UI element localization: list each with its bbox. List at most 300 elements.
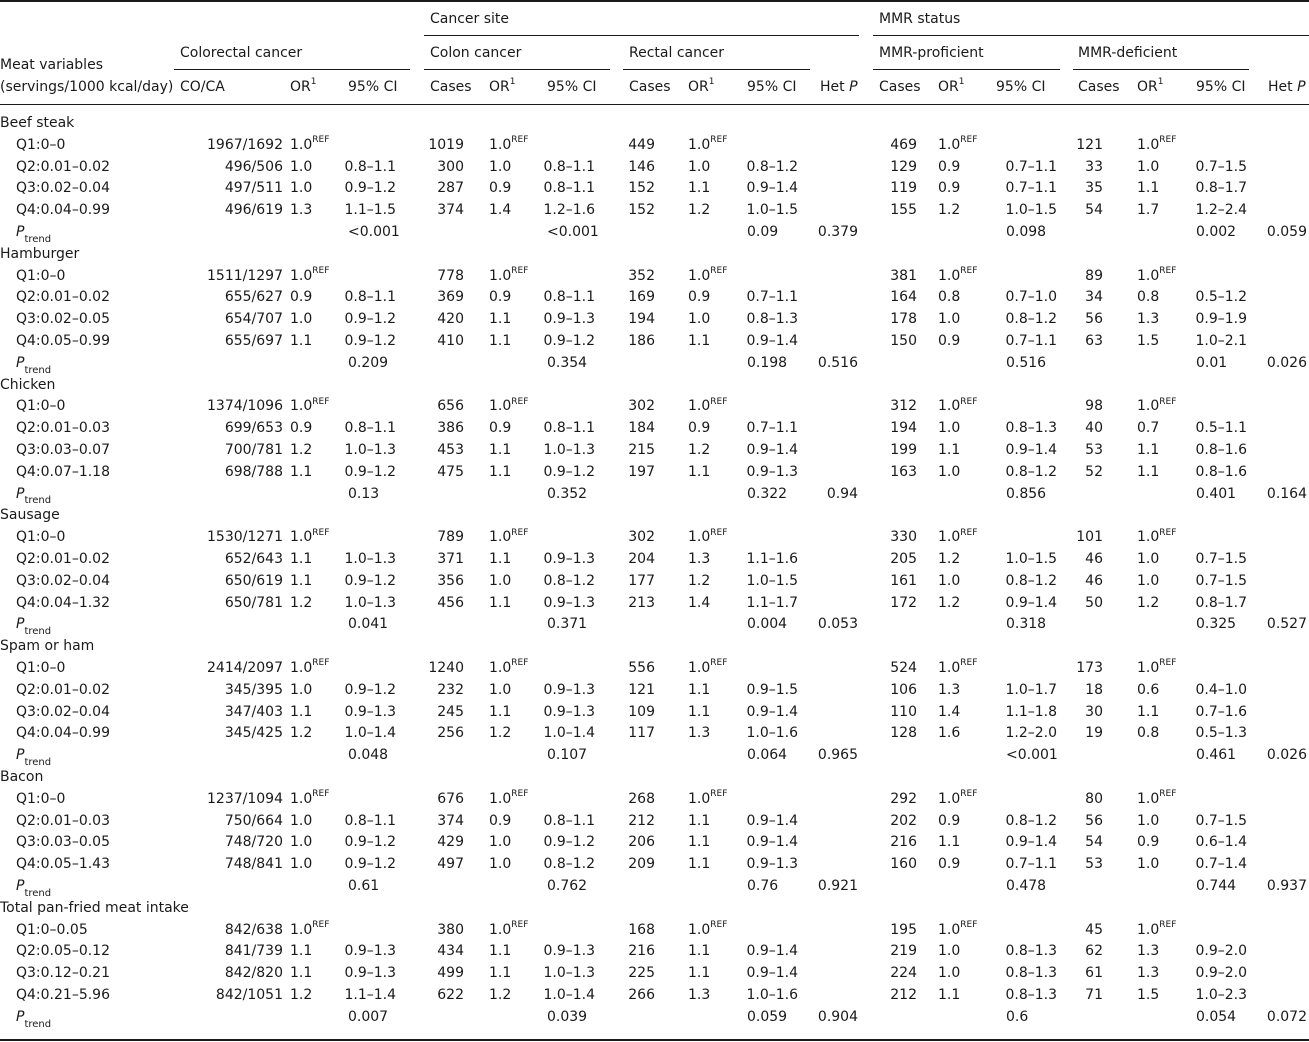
table-cell: 1.1 [688, 812, 711, 829]
table-cell: 1.0–1.5 [1005, 202, 1057, 219]
or-header: $OR^1$ [1137, 77, 1164, 95]
table-cell: 1.1 [290, 551, 313, 567]
group-label: Spam or ham [0, 638, 95, 655]
table-cell: $1.0^{REF}$ [290, 396, 330, 415]
table-cell: 0.7–1.5 [1195, 572, 1247, 589]
table-cell: 219 [890, 943, 917, 960]
table-cell: 1.2 [290, 725, 313, 742]
table-cell: 194 [628, 311, 655, 328]
table-cell: 347/403 [224, 703, 283, 720]
table-cell: 0.7–1.0 [1005, 289, 1057, 306]
cancer-site-underline [424, 35, 859, 36]
quantile-label: Q4:0.21–5.96 [16, 987, 110, 1003]
table-cell: 1.0–2.1 [1195, 333, 1247, 349]
bottom-rule [0, 1039, 1309, 1041]
rectal-underline [623, 69, 810, 70]
ptrend-value: 0.6 [1006, 1008, 1029, 1025]
table-cell: 1.1–1.7 [746, 594, 798, 611]
table-cell: 1.1 [938, 834, 961, 851]
ptrend-value: 0.198 [747, 354, 788, 371]
table-cell: 1.1 [688, 463, 711, 480]
or-header: $OR^1$ [489, 77, 516, 95]
table-cell: 101 [1076, 529, 1103, 546]
table-cell: 1.1 [290, 703, 313, 720]
table-cell: 0.7–1.1 [1005, 333, 1057, 349]
ptrend-value: 0.354 [547, 354, 588, 371]
table-cell: 155 [890, 202, 917, 219]
group-label: Beef steak [0, 115, 75, 131]
table-cell: 225 [628, 965, 655, 982]
table-cell: 287 [437, 180, 464, 197]
table-cell: 0.8–1.2 [1005, 311, 1057, 328]
table-cell: 1.1–1.5 [344, 202, 396, 219]
quantile-label: Q1:0–0 [16, 136, 66, 153]
or-header: $OR^1$ [938, 77, 965, 95]
het-p-value: 0.072 [1266, 1008, 1307, 1025]
table-cell: 1.0 [290, 180, 313, 197]
table-cell: 369 [437, 289, 464, 306]
table-cell: 420 [437, 311, 464, 328]
table-cell: 0.9 [938, 333, 961, 349]
colon-underline [424, 69, 610, 70]
table-cell: 186 [628, 333, 655, 349]
quantile-label: Q4:0.04–0.99 [16, 725, 110, 742]
table-cell: 556 [628, 660, 655, 676]
table-cell: 204 [628, 551, 655, 567]
table-cell: $1.0^{REF}$ [1137, 265, 1177, 284]
quantile-label: Q2:0.05–0.12 [16, 943, 110, 960]
table-cell: 0.9–1.2 [543, 333, 595, 349]
table-cell: 0.5–1.1 [1195, 420, 1247, 437]
table-cell: 1.2 [1137, 594, 1160, 611]
table-cell: 0.9–1.3 [344, 703, 396, 720]
table-cell: 2414/2097 [207, 660, 283, 676]
group-label: Bacon [0, 769, 44, 785]
table-cell: $1.0^{REF}$ [1137, 396, 1177, 415]
table-cell: 1.0 [290, 681, 313, 698]
table-cell: 842/1051 [215, 987, 283, 1003]
ptrend-value: 0.325 [1196, 616, 1237, 633]
het-p-value: 0.026 [1266, 354, 1307, 371]
table-cell: 1.1 [489, 311, 512, 328]
table-cell: 173 [1076, 660, 1103, 676]
quantile-label: Q1:0–0 [16, 267, 66, 284]
table-cell: 1.0–1.5 [746, 572, 798, 589]
table-cell: 1.0 [489, 572, 512, 589]
table-cell: 0.9 [938, 856, 961, 873]
table-cell: 1.6 [938, 725, 961, 742]
table-cell: 0.9–1.3 [543, 551, 595, 567]
table-cell: $1.0^{REF}$ [1137, 135, 1177, 153]
table-cell: 150 [890, 333, 917, 349]
ptrend-value: 0.048 [348, 747, 389, 764]
ptrend-value: 0.856 [1006, 485, 1047, 502]
table-cell: 0.9–1.2 [344, 463, 396, 480]
table-cell: 0.7–1.5 [1195, 551, 1247, 567]
table-cell: 1.7 [1137, 202, 1160, 219]
table-cell: 1.0–1.5 [1005, 551, 1057, 567]
table-cell: $1.0^{REF}$ [688, 789, 728, 807]
table-cell: 499 [437, 965, 464, 982]
colorectal-underline [174, 69, 410, 70]
table-cell: 1.0 [688, 311, 711, 328]
table-cell: 213 [628, 594, 655, 611]
table-cell: 0.7–1.1 [1005, 158, 1057, 175]
table-cell: 1.1 [688, 965, 711, 982]
table-cell: 1.5 [1137, 987, 1160, 1003]
quantile-label: Q4:0.05–0.99 [16, 333, 110, 349]
table-cell: 0.4–1.0 [1195, 681, 1247, 698]
table-cell: $1.0^{REF}$ [489, 789, 529, 807]
table-cell: 1.0 [1137, 856, 1160, 873]
table-cell: 0.5–1.3 [1195, 725, 1247, 742]
table-cell: 0.9 [938, 180, 961, 197]
ptrend-value: 0.13 [348, 485, 380, 502]
table-cell: 1.0–1.4 [543, 725, 595, 742]
table-cell: 497/511 [224, 180, 283, 197]
table-cell: 0.9–1.3 [344, 943, 396, 960]
table-cell: 1.2 [688, 202, 711, 219]
table-cell: 1.2 [290, 987, 313, 1003]
table-cell: 842/638 [224, 921, 283, 938]
table-cell: 1.1 [290, 463, 313, 480]
quantile-label: Q2:0.01–0.02 [16, 681, 110, 698]
mmr-status-header: MMR status [879, 11, 961, 27]
table-cell: 1.0–1.4 [543, 987, 595, 1003]
table-cell: 0.9–1.4 [746, 834, 798, 851]
table-cell: 54 [1085, 834, 1103, 851]
table-cell: 496/619 [224, 202, 283, 219]
table-cell: 0.9 [938, 812, 961, 829]
table-cell: 449 [628, 136, 655, 153]
quantile-label: Q2:0.01–0.03 [16, 420, 110, 437]
table-cell: 1.1 [688, 834, 711, 851]
table-cell: $1.0^{REF}$ [938, 135, 978, 153]
table-cell: 266 [628, 987, 655, 1003]
table-cell: $1.0^{REF}$ [290, 527, 330, 546]
ptrend-value: 0.209 [348, 354, 389, 371]
table-cell: 1.2 [489, 725, 512, 742]
table-cell: 0.7–1.1 [746, 289, 798, 306]
table-cell: 195 [890, 921, 917, 938]
table-cell: 1.0 [290, 158, 313, 175]
table-cell: 0.9–1.4 [746, 333, 798, 349]
table-cell: $1.0^{REF}$ [489, 265, 529, 284]
table-cell: 46 [1085, 572, 1103, 589]
table-cell: 0.8–1.1 [543, 158, 595, 175]
table-cell: 1.3 [290, 202, 313, 219]
table-cell: 1.0–1.6 [746, 725, 798, 742]
quantile-label: Q3:0.03–0.05 [16, 834, 110, 851]
table-cell: 345/395 [224, 681, 283, 698]
table-cell: 152 [628, 202, 655, 219]
table-cell: 650/619 [224, 572, 283, 589]
table-cell: $1.0^{REF}$ [290, 919, 330, 938]
mmr-proficient-underline [873, 69, 1060, 70]
het-p-value: 0.904 [817, 1008, 858, 1025]
table-cell: 0.9–1.4 [746, 943, 798, 960]
quantile-label: Q1:0–0 [16, 790, 66, 807]
quantile-label: Q2:0.01–0.02 [16, 551, 110, 567]
table-cell: $1.0^{REF}$ [489, 658, 529, 676]
ci-header: 95% CI [996, 79, 1046, 95]
table-cell: 750/664 [224, 812, 283, 829]
ptrend-value: 0.007 [348, 1008, 389, 1025]
table-cell: 1.0–1.3 [543, 965, 595, 982]
table-cell: 177 [628, 572, 655, 589]
het-p-value: 0.937 [1266, 878, 1307, 894]
table-cell: 54 [1085, 202, 1103, 219]
table-cell: 56 [1085, 812, 1103, 829]
table-cell: 1.1 [1137, 463, 1160, 480]
ptrend-value: <0.001 [547, 224, 599, 240]
table-cell: 0.9–1.4 [1005, 442, 1057, 458]
table-cell: 1.2–1.6 [543, 202, 595, 219]
table-cell: 1.3 [688, 551, 711, 567]
table-cell: 1.2 [938, 594, 961, 611]
table-cell: $1.0^{REF}$ [489, 396, 529, 415]
table-cell: 842/820 [224, 965, 283, 982]
table-cell: 0.8–1.2 [543, 856, 595, 873]
table-cell: 1.1 [489, 965, 512, 982]
table-cell: 456 [437, 594, 464, 611]
table-cell: 172 [890, 594, 917, 611]
quantile-label: Q4:0.07–1.18 [16, 463, 110, 480]
table-cell: 1.1 [489, 551, 512, 567]
table-cell: 0.9–1.4 [746, 965, 798, 982]
ptrend-value: 0.478 [1006, 878, 1047, 894]
table-cell: 0.9–1.2 [344, 311, 396, 328]
het-p-value: 0.164 [1266, 485, 1307, 502]
ptrend-value: 0.762 [547, 878, 588, 894]
table-cell: 121 [1076, 136, 1103, 153]
table-cell: 371 [437, 551, 464, 567]
table-cell: 216 [628, 943, 655, 960]
table-cell: 89 [1085, 267, 1103, 284]
quantile-label: Q3:0.02–0.04 [16, 703, 110, 720]
table-cell: $1.0^{REF}$ [938, 919, 978, 938]
table-cell: 35 [1085, 180, 1103, 197]
table-cell: 268 [628, 790, 655, 807]
table-cell: 0.9–1.3 [543, 594, 595, 611]
table-cell: 63 [1085, 333, 1103, 349]
table-cell: $1.0^{REF}$ [1137, 527, 1177, 546]
table-cell: 429 [437, 834, 464, 851]
table-cell: 1967/1692 [207, 136, 283, 153]
table-cell: $1.0^{REF}$ [1137, 789, 1177, 807]
table-cell: $1.0^{REF}$ [938, 658, 978, 676]
table-cell: 622 [437, 987, 464, 1003]
table-cell: 1.0 [489, 834, 512, 851]
table-cell: 30 [1085, 703, 1103, 720]
table-cell: 524 [890, 660, 917, 676]
table-cell: 129 [890, 158, 917, 175]
table-cell: 0.8–1.6 [1195, 442, 1247, 458]
table-cell: 330 [890, 529, 917, 546]
table-cell: $1.0^{REF}$ [1137, 919, 1177, 938]
table-cell: 0.7 [1137, 420, 1160, 437]
table-cell: 1.0 [290, 812, 313, 829]
table-cell: 345/425 [224, 725, 283, 742]
mmr-status-underline [873, 35, 1309, 36]
het-p-value: 0.053 [817, 616, 858, 633]
table-cell: 152 [628, 180, 655, 197]
group-label: Hamburger [0, 245, 80, 262]
table-cell: 0.8–1.2 [543, 572, 595, 589]
table-cell: 1.1 [489, 594, 512, 611]
ptrend-label: $P_{trend}$ [16, 485, 52, 507]
table-cell: 61 [1085, 965, 1103, 982]
ci-header: 95% CI [747, 79, 797, 95]
table-cell: $1.0^{REF}$ [688, 265, 728, 284]
table-cell: 45 [1085, 921, 1103, 938]
table-cell: 0.9–1.2 [344, 572, 396, 589]
table-cell: 0.9–1.3 [344, 965, 396, 982]
table-cell: 50 [1085, 594, 1103, 611]
table-cell: $1.0^{REF}$ [938, 396, 978, 415]
meat-variables-header: Meat variables [0, 57, 103, 73]
ci-header: 95% CI [547, 79, 597, 95]
table-cell: 1.1 [938, 442, 961, 458]
quantile-label: Q4:0.04–1.32 [16, 594, 110, 611]
table-cell: 1.2–2.0 [1005, 725, 1057, 742]
table-cell: 232 [437, 681, 464, 698]
group-label: Chicken [0, 376, 56, 393]
header-rule [0, 104, 1309, 105]
table-cell: 1.0 [938, 420, 961, 437]
table-cell: 1.1 [489, 442, 512, 458]
table-cell: 0.9 [290, 420, 313, 437]
quantile-label: Q3:0.02–0.04 [16, 180, 110, 197]
table-cell: 0.7–1.5 [1195, 158, 1247, 175]
table-cell: 302 [628, 529, 655, 546]
table-cell: 1.0–2.3 [1195, 987, 1247, 1003]
colon-header: Colon cancer [430, 45, 522, 61]
table-cell: 0.7–1.1 [1005, 180, 1057, 197]
table-cell: 1.2 [290, 442, 313, 458]
table-cell: 0.8–1.2 [1005, 572, 1057, 589]
table-cell: 652/643 [224, 551, 283, 567]
table-cell: 1.0 [489, 856, 512, 873]
het-p-value: 0.516 [817, 354, 858, 371]
table-cell: 374 [437, 202, 464, 219]
table-cell: 1.4 [688, 594, 711, 611]
het-p-value: 0.94 [826, 485, 858, 502]
table-cell: 1.0 [1137, 158, 1160, 175]
ptrend-value: 0.039 [547, 1008, 588, 1025]
table-cell: 292 [890, 790, 917, 807]
table-cell: $1.0^{REF}$ [688, 658, 728, 676]
table-cell: 1.0 [489, 681, 512, 698]
table-cell: 0.9 [1137, 834, 1160, 851]
table-cell: 654/707 [224, 311, 283, 328]
ptrend-value: <0.001 [348, 224, 400, 240]
table-cell: 0.9 [489, 812, 512, 829]
table-cell: 1.2 [489, 987, 512, 1003]
quantile-label: Q2:0.01–0.02 [16, 158, 110, 175]
table-cell: 46 [1085, 551, 1103, 567]
table-cell: 212 [628, 812, 655, 829]
table-cell: 121 [628, 681, 655, 698]
table-cell: 1.3 [1137, 311, 1160, 328]
table-cell: 160 [890, 856, 917, 873]
table-cell: 215 [628, 442, 655, 458]
table-cell: $1.0^{REF}$ [938, 789, 978, 807]
table-cell: 1.2 [688, 572, 711, 589]
table-cell: 0.9–1.2 [543, 463, 595, 480]
table-cell: 53 [1085, 856, 1103, 873]
table-cell: 1.2 [938, 202, 961, 219]
table-cell: 0.9–1.2 [344, 180, 396, 197]
cases-header: Cases [629, 79, 671, 95]
table-cell: 1530/1271 [207, 529, 283, 546]
table-cell: 19 [1085, 725, 1103, 742]
table-cell: 0.9 [489, 180, 512, 197]
table-cell: 1.0–1.3 [344, 442, 396, 458]
table-cell: 1.2 [290, 594, 313, 611]
table-cell: 0.9–1.3 [543, 943, 595, 960]
rectal-header: Rectal cancer [629, 45, 725, 61]
table-cell: $1.0^{REF}$ [688, 135, 728, 153]
ptrend-value: 0.054 [1196, 1008, 1237, 1025]
table-cell: 496/506 [224, 158, 283, 175]
table-cell: 312 [890, 398, 917, 415]
or-header: $OR^1$ [688, 77, 715, 95]
table-cell: 1.2 [938, 551, 961, 567]
table-cell: 0.9 [938, 158, 961, 175]
table-cell: 0.8–1.1 [344, 812, 396, 829]
table-cell: 224 [890, 965, 917, 982]
table-cell: 1.1 [290, 333, 313, 349]
ptrend-value: 0.352 [547, 485, 588, 502]
ptrend-label: $P_{trend}$ [16, 747, 52, 768]
table-cell: 0.9–1.4 [746, 703, 798, 720]
table-cell: 1.0 [938, 463, 961, 480]
table-cell: 0.9 [489, 289, 512, 306]
table-cell: $1.0^{REF}$ [688, 919, 728, 938]
table-cell: 0.8 [938, 289, 961, 306]
ptrend-label: $P_{trend}$ [16, 1008, 52, 1030]
table-cell: 0.8–1.3 [1005, 965, 1057, 982]
ptrend-value: 0.61 [348, 878, 380, 894]
table-cell: 205 [890, 551, 917, 567]
table-cell: 1.0–1.7 [1005, 681, 1057, 698]
table-cell: 119 [890, 180, 917, 197]
table-cell: 0.7–1.1 [746, 420, 798, 437]
table-cell: 302 [628, 398, 655, 415]
table-cell: 0.9 [290, 289, 313, 306]
table-cell: 1240 [428, 660, 464, 676]
table-cell: 0.9–2.0 [1195, 943, 1247, 960]
table-cell: 676 [437, 790, 464, 807]
table-cell: $1.0^{REF}$ [489, 527, 529, 546]
quantile-label: Q3:0.03–0.07 [16, 442, 110, 458]
quantile-label: Q1:0–0 [16, 529, 66, 546]
quantile-label: Q2:0.01–0.02 [16, 289, 110, 306]
table-cell: 0.9–1.2 [344, 856, 396, 873]
table-cell: 206 [628, 834, 655, 851]
table-cell: 655/697 [224, 333, 283, 349]
table-cell: 169 [628, 289, 655, 306]
quantile-label: Q2:0.01–0.03 [16, 812, 110, 829]
table-cell: 1237/1094 [207, 790, 283, 807]
table-cell: 698/788 [224, 463, 283, 480]
ptrend-value: <0.001 [1006, 747, 1058, 764]
table-cell: $1.0^{REF}$ [1137, 658, 1177, 676]
table-cell: 0.9–1.5 [746, 681, 798, 698]
table-cell: 34 [1085, 289, 1103, 306]
table-cell: 110 [890, 703, 917, 720]
